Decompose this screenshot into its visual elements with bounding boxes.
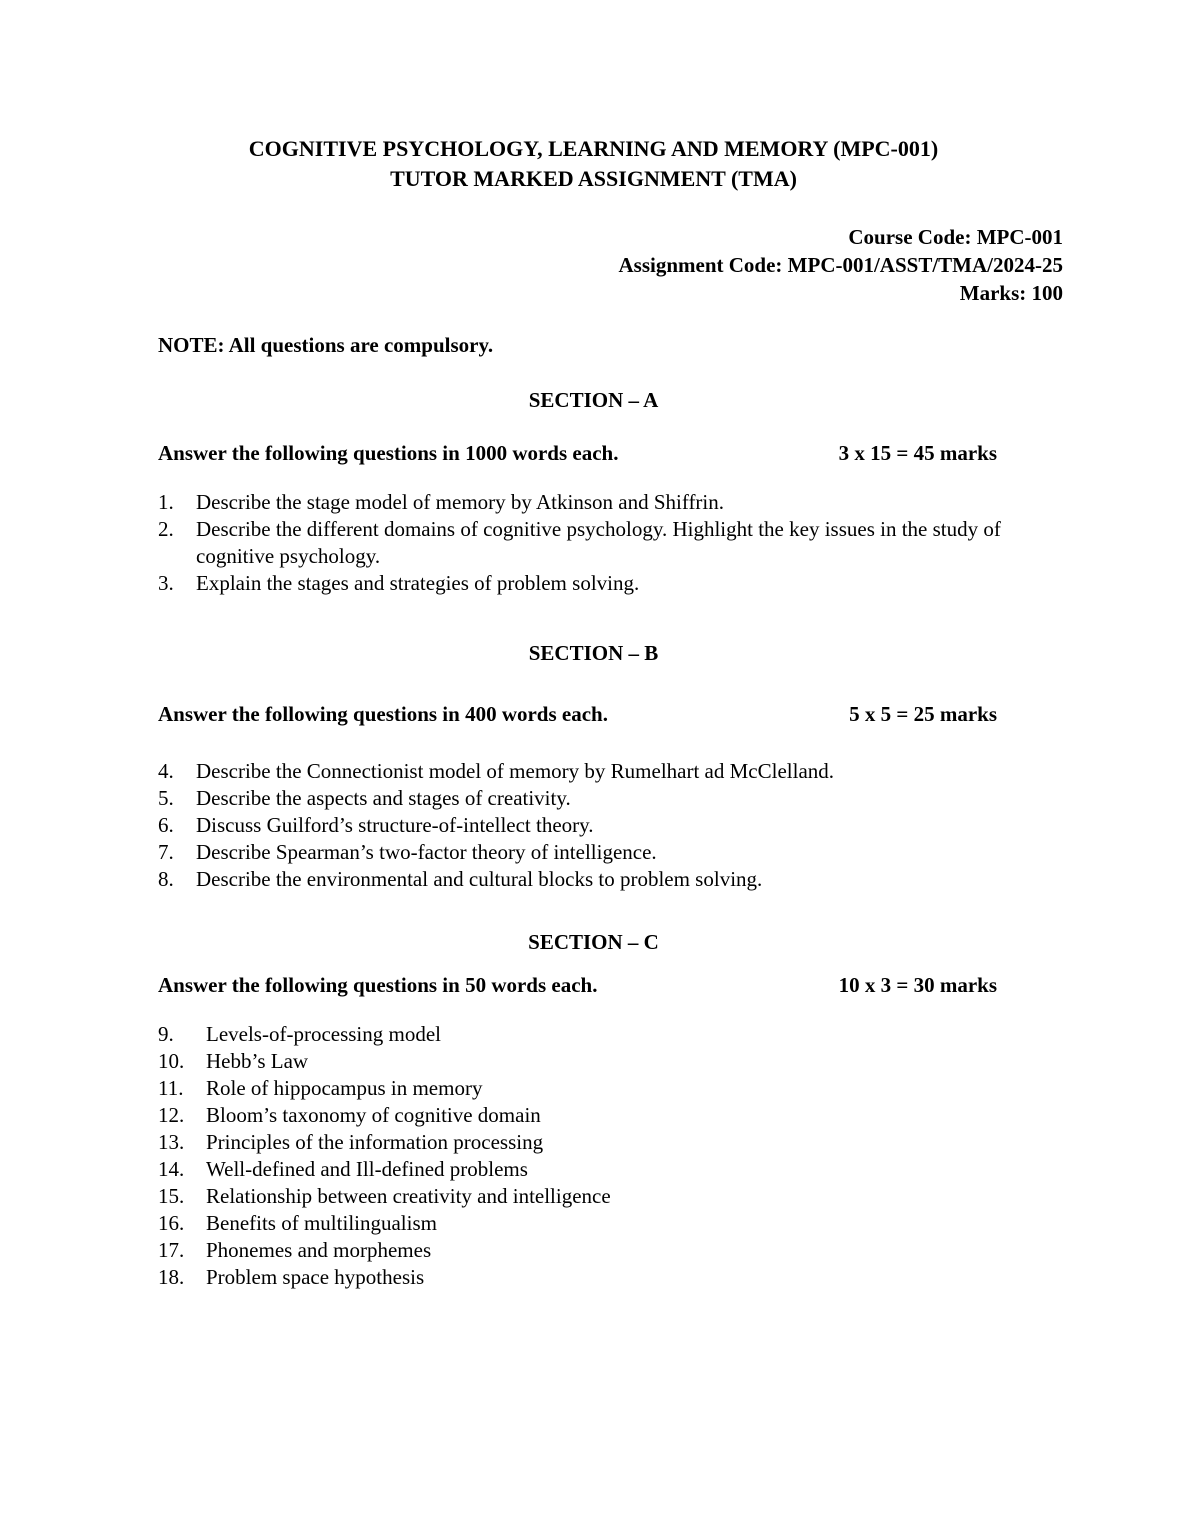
question-text: Describe the aspects and stages of creativity. [196,786,571,810]
question-number: 12. [158,1103,185,1127]
question-number: 8. [158,867,174,891]
question-item [158,489,1063,516]
question-item [158,1102,1063,1129]
question-number: 16. [158,1211,185,1235]
question-item [158,570,1063,597]
question-number: 18. [158,1265,185,1289]
question-item [158,1237,1063,1264]
question-text: Benefits of multilingualism [206,1211,437,1235]
question-number: 13. [158,1130,185,1154]
section-a-instruction-line [158,440,1063,467]
question-text: Describe the stage model of memory by Atkinson and Shiffrin. [196,490,725,514]
question-item [158,1075,1063,1102]
question-item [158,1156,1063,1183]
code-block [0,223,1187,307]
title-line-1: COGNITIVE PSYCHOLOGY, LEARNING AND MEMORY (MPC-001) [248,136,939,161]
section-b-instruction: Answer the following questions in 400 words each. [158,702,608,726]
question-number: 11. [158,1076,184,1100]
document-title [0,134,1187,194]
question-text: Describe the environmental and cultural blocks to problem solving. [196,867,763,891]
section-b-instruction-line [158,701,1063,728]
question-number: 10. [158,1049,185,1073]
question-item [158,785,1063,812]
section-c-question-list [158,1021,1063,1291]
question-item [158,1129,1063,1156]
question-number: 6. [158,813,174,837]
note-line: NOTE: All questions are compulsory. [158,333,494,357]
question-item [158,1048,1063,1075]
question-text: Hebb’s Law [206,1049,309,1073]
section-c-instruction-line [158,972,1063,999]
section-c-marks: 10 x 3 = 30 marks [838,973,997,997]
question-number: 4. [158,759,174,783]
section-b-question-list [158,758,1063,893]
question-text: Describe the Connectionist model of memory by Rumelhart ad McClelland. [196,759,835,783]
assignment-code: Assignment Code: MPC-001/ASST/TMA/2024-25 [618,253,1063,277]
title-line-2: TUTOR MARKED ASSIGNMENT (TMA) [390,166,797,191]
section-c-heading: SECTION – C [528,930,659,954]
question-number: 5. [158,786,174,810]
section-a-instruction: Answer the following questions in 1000 words each. [158,441,619,465]
question-item [158,1183,1063,1210]
question-item [158,1210,1063,1237]
question-number: 9. [158,1022,174,1046]
section-b-heading: SECTION – B [528,641,659,665]
section-a-heading: SECTION – A [528,388,659,412]
question-text: Well-defined and Ill-defined problems [206,1157,528,1181]
question-text: Explain the stages and strategies of problem solving. [196,571,640,595]
question-text: Levels-of-processing model [206,1022,442,1046]
question-number: 7. [158,840,174,864]
course-code: Course Code: MPC-001 [848,225,1063,249]
section-c [0,929,1187,1291]
question-text: Bloom’s taxonomy of cognitive domain [206,1103,541,1127]
section-b-marks: 5 x 5 = 25 marks [849,702,997,726]
total-marks: Marks: 100 [959,281,1063,305]
question-item [158,839,1063,866]
question-text: Discuss Guilford’s structure-of-intellect theory. [196,813,594,837]
question-item [158,758,1063,785]
section-b [0,640,1187,893]
question-item [158,1021,1063,1048]
question-item [158,516,1063,570]
question-number: 1. [158,490,174,514]
question-number: 17. [158,1238,185,1262]
question-number: 14. [158,1157,185,1181]
question-text: Phonemes and morphemes [206,1238,432,1262]
question-text: Principles of the information processing [206,1130,544,1154]
section-c-instruction: Answer the following questions in 50 words each. [158,973,598,997]
question-number: 2. [158,517,174,541]
section-a-question-list [158,489,1063,597]
question-text: Problem space hypothesis [206,1265,425,1289]
question-item [158,1264,1063,1291]
question-text: Describe Spearman’s two-factor theory of intelligence. [196,840,657,864]
question-text: Relationship between creativity and intelligence [206,1184,611,1208]
question-text: Role of hippocampus in memory [206,1076,483,1100]
question-number: 3. [158,571,174,595]
question-number: 15. [158,1184,185,1208]
question-text: Describe the different domains of cognitive psychology. Highlight the key issues in the study of cognitive psychology. [196,517,1001,568]
section-a-marks: 3 x 15 = 45 marks [838,441,997,465]
section-a [0,387,1187,597]
question-item [158,866,1063,893]
question-item [158,812,1063,839]
